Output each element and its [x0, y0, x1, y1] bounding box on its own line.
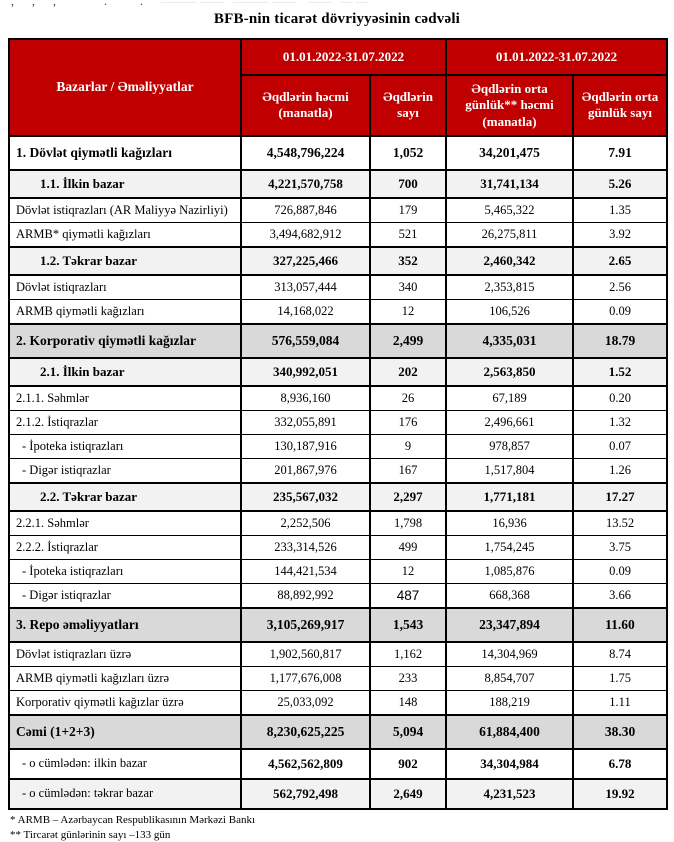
- row-value: 3,494,682,912: [241, 222, 370, 247]
- row-value: 6.78: [573, 749, 667, 779]
- row-value: 2,496,661: [446, 410, 573, 434]
- table-row: [9, 247, 667, 275]
- table-row: [9, 434, 667, 458]
- table-row: [9, 511, 667, 536]
- row-value: 2.65: [573, 247, 667, 275]
- column-header-deal-volume: Əqdlərin həcmi (manatla): [241, 75, 370, 136]
- row-value: 3.92: [573, 222, 667, 247]
- row-value: 144,421,534: [241, 559, 370, 583]
- row-value: 61,884,400: [446, 715, 573, 749]
- row-label: - Digər istiqrazlar: [9, 458, 241, 483]
- table-row: [9, 535, 667, 559]
- row-value: 14,168,022: [241, 299, 370, 324]
- row-value: 2,297: [370, 483, 446, 511]
- row-value: 8,854,707: [446, 666, 573, 690]
- row-value: 902: [370, 749, 446, 779]
- table-row: [9, 715, 667, 749]
- row-value: 201,867,976: [241, 458, 370, 483]
- row-value: 8,936,160: [241, 386, 370, 411]
- row-label: - İpoteka istiqrazları: [9, 434, 241, 458]
- table-row: [9, 324, 667, 358]
- header-row-periods: [9, 39, 667, 75]
- table-row: [9, 136, 667, 170]
- row-label: 2.1. İlkin bazar: [9, 358, 241, 386]
- row-value: 2,252,506: [241, 511, 370, 536]
- row-value: 25,033,092: [241, 690, 370, 715]
- row-value: 2,649: [370, 779, 446, 809]
- row-label: 2.1.2. İstiqrazlar: [9, 410, 241, 434]
- row-label: 2.2. Təkrar bazar: [9, 483, 241, 511]
- row-value: 5.26: [573, 170, 667, 198]
- row-value: 340: [370, 275, 446, 300]
- row-value: 106,526: [446, 299, 573, 324]
- row-value: 13.52: [573, 511, 667, 536]
- row-value: 521: [370, 222, 446, 247]
- row-label: - o cümlədən: ilkin bazar: [9, 749, 241, 779]
- row-value: 0.20: [573, 386, 667, 411]
- table-row: [9, 666, 667, 690]
- row-value: 576,559,084: [241, 324, 370, 358]
- row-label: Korporativ qiymətli kağızlar üzrə: [9, 690, 241, 715]
- row-value: 233,314,526: [241, 535, 370, 559]
- row-label: 1.1. İlkin bazar: [9, 170, 241, 198]
- row-value: 3.66: [573, 583, 667, 608]
- table-row: [9, 198, 667, 223]
- row-value: 3.75: [573, 535, 667, 559]
- row-value: 26,275,811: [446, 222, 573, 247]
- row-value: 1,771,181: [446, 483, 573, 511]
- row-value: 4,335,031: [446, 324, 573, 358]
- clipped-text-fragment: [8, 0, 666, 9]
- clipped-text-faint: ——— —— ——— —— —— — —: [149, 0, 368, 8]
- column-header-avg-daily-volume: Əqdlərin orta günlük** həcmi (manatla): [446, 75, 573, 136]
- table-row: [9, 608, 667, 642]
- row-value: 327,225,466: [241, 247, 370, 275]
- row-value: 313,057,444: [241, 275, 370, 300]
- row-value: 31,741,134: [446, 170, 573, 198]
- page-title: BFB-nin ticarət dövriyyəsinin cədvəli: [213, 11, 461, 27]
- row-value: 9: [370, 434, 446, 458]
- row-value: 167: [370, 458, 446, 483]
- row-value: 0.09: [573, 299, 667, 324]
- table-row: [9, 410, 667, 434]
- row-value: 14,304,969: [446, 642, 573, 667]
- row-value: 0.09: [573, 559, 667, 583]
- row-value: 487: [370, 583, 446, 608]
- row-value: 978,857: [446, 434, 573, 458]
- row-value: 1.11: [573, 690, 667, 715]
- row-value: 332,055,891: [241, 410, 370, 434]
- row-value: 1,902,560,817: [241, 642, 370, 667]
- table-body: [9, 136, 667, 809]
- row-value: 67,189: [446, 386, 573, 411]
- row-value: 5,094: [370, 715, 446, 749]
- row-value: 38.30: [573, 715, 667, 749]
- row-value: 188,219: [446, 690, 573, 715]
- table-row: [9, 690, 667, 715]
- footnote-armb: * ARMB – Azərbaycan Respublikasının Mərkəzi Bankı: [10, 813, 256, 826]
- row-label: 2.2.2. İstiqrazlar: [9, 535, 241, 559]
- row-value: 7.91: [573, 136, 667, 170]
- row-value: 499: [370, 535, 446, 559]
- table-row: [9, 222, 667, 247]
- row-value: 0.07: [573, 434, 667, 458]
- row-value: 4,562,562,809: [241, 749, 370, 779]
- row-value: 2,563,850: [446, 358, 573, 386]
- row-value: 1,052: [370, 136, 446, 170]
- row-value: 726,887,846: [241, 198, 370, 223]
- row-value: 3,105,269,917: [241, 608, 370, 642]
- row-value: 5,465,322: [446, 198, 573, 223]
- row-value: 668,368: [446, 583, 573, 608]
- table-row: [9, 559, 667, 583]
- row-value: 1,517,804: [446, 458, 573, 483]
- row-label: ARMB* qiymətli kağızları: [9, 222, 241, 247]
- row-value: 1.52: [573, 358, 667, 386]
- row-value: 352: [370, 247, 446, 275]
- table-row: [9, 386, 667, 411]
- row-value: 12: [370, 299, 446, 324]
- row-value: 4,231,523: [446, 779, 573, 809]
- row-label: ARMB qiymətli kağızları: [9, 299, 241, 324]
- row-value: 1.32: [573, 410, 667, 434]
- row-label: ARMB qiymətli kağızları üzrə: [9, 666, 241, 690]
- row-value: 88,892,992: [241, 583, 370, 608]
- clipped-text-dark: , , , . .: [8, 0, 149, 8]
- row-value: 12: [370, 559, 446, 583]
- period-header-2: 01.01.2022-31.07.2022: [446, 39, 667, 75]
- row-value: 4,221,570,758: [241, 170, 370, 198]
- row-value: 23,347,894: [446, 608, 573, 642]
- table-row: [9, 458, 667, 483]
- period-header-1: 01.01.2022-31.07.2022: [241, 39, 446, 75]
- row-value: 26: [370, 386, 446, 411]
- row-value: 202: [370, 358, 446, 386]
- row-value: 16,936: [446, 511, 573, 536]
- row-value: 130,187,916: [241, 434, 370, 458]
- row-value: 1,162: [370, 642, 446, 667]
- row-value: 34,304,984: [446, 749, 573, 779]
- row-label: - o cümlədən: təkrar bazar: [9, 779, 241, 809]
- table-row: [9, 275, 667, 300]
- row-value: 179: [370, 198, 446, 223]
- row-value: 1.35: [573, 198, 667, 223]
- table-row: [9, 749, 667, 779]
- row-value: 17.27: [573, 483, 667, 511]
- table-row: [9, 583, 667, 608]
- row-value: 2.56: [573, 275, 667, 300]
- row-value: 4,548,796,224: [241, 136, 370, 170]
- row-value: 1.75: [573, 666, 667, 690]
- row-value: 233: [370, 666, 446, 690]
- column-header-deal-count: Əqdlərin sayı: [370, 75, 446, 136]
- footnote-trading-days: ** Tircarət günlərinin sayı –133 gün: [10, 828, 171, 841]
- row-value: 2,353,815: [446, 275, 573, 300]
- row-value: 19.92: [573, 779, 667, 809]
- row-label: Dövlət istiqrazları: [9, 275, 241, 300]
- table-row: [9, 483, 667, 511]
- row-label: Cəmi (1+2+3): [9, 715, 241, 749]
- row-value: 700: [370, 170, 446, 198]
- table-row: [9, 779, 667, 809]
- row-label: - İpoteka istiqrazları: [9, 559, 241, 583]
- row-value: 1,543: [370, 608, 446, 642]
- row-value: 8,230,625,225: [241, 715, 370, 749]
- row-label: 2. Korporativ qiymətli kağızlar: [9, 324, 241, 358]
- row-value: 1.26: [573, 458, 667, 483]
- row-label: 2.1.1. Səhmlər: [9, 386, 241, 411]
- row-value: 2,499: [370, 324, 446, 358]
- row-value: 1,177,676,008: [241, 666, 370, 690]
- table-row: [9, 170, 667, 198]
- row-label: 2.2.1. Səhmlər: [9, 511, 241, 536]
- row-label: 1.2. Təkrar bazar: [9, 247, 241, 275]
- column-header-avg-daily-count: Əqdlərin orta günlük sayı: [573, 75, 667, 136]
- row-value: 1,798: [370, 511, 446, 536]
- row-value: 235,567,032: [241, 483, 370, 511]
- row-value: 340,992,051: [241, 358, 370, 386]
- row-value: 562,792,498: [241, 779, 370, 809]
- row-value: 148: [370, 690, 446, 715]
- table-row: [9, 299, 667, 324]
- trade-turnover-table: [8, 38, 668, 810]
- table-row: [9, 642, 667, 667]
- table-row: [9, 358, 667, 386]
- row-label: - Digər istiqrazlar: [9, 583, 241, 608]
- row-label: Dövlət istiqrazları üzrə: [9, 642, 241, 667]
- table-header: [9, 39, 667, 136]
- row-label: 3. Repo əməliyyatları: [9, 608, 241, 642]
- row-value: 11.60: [573, 608, 667, 642]
- row-value: 34,201,475: [446, 136, 573, 170]
- column-header-markets-operations: Bazarlar / Əməliyyatlar: [9, 39, 241, 136]
- row-value: 8.74: [573, 642, 667, 667]
- row-value: 176: [370, 410, 446, 434]
- row-label: 1. Dövlət qiymətli kağızları: [9, 136, 241, 170]
- row-label: Dövlət istiqrazları (AR Maliyyə Nazirliyi): [9, 198, 241, 223]
- row-value: 1,085,876: [446, 559, 573, 583]
- row-value: 18.79: [573, 324, 667, 358]
- footnotes: [8, 813, 666, 842]
- row-value: 2,460,342: [446, 247, 573, 275]
- row-value: 1,754,245: [446, 535, 573, 559]
